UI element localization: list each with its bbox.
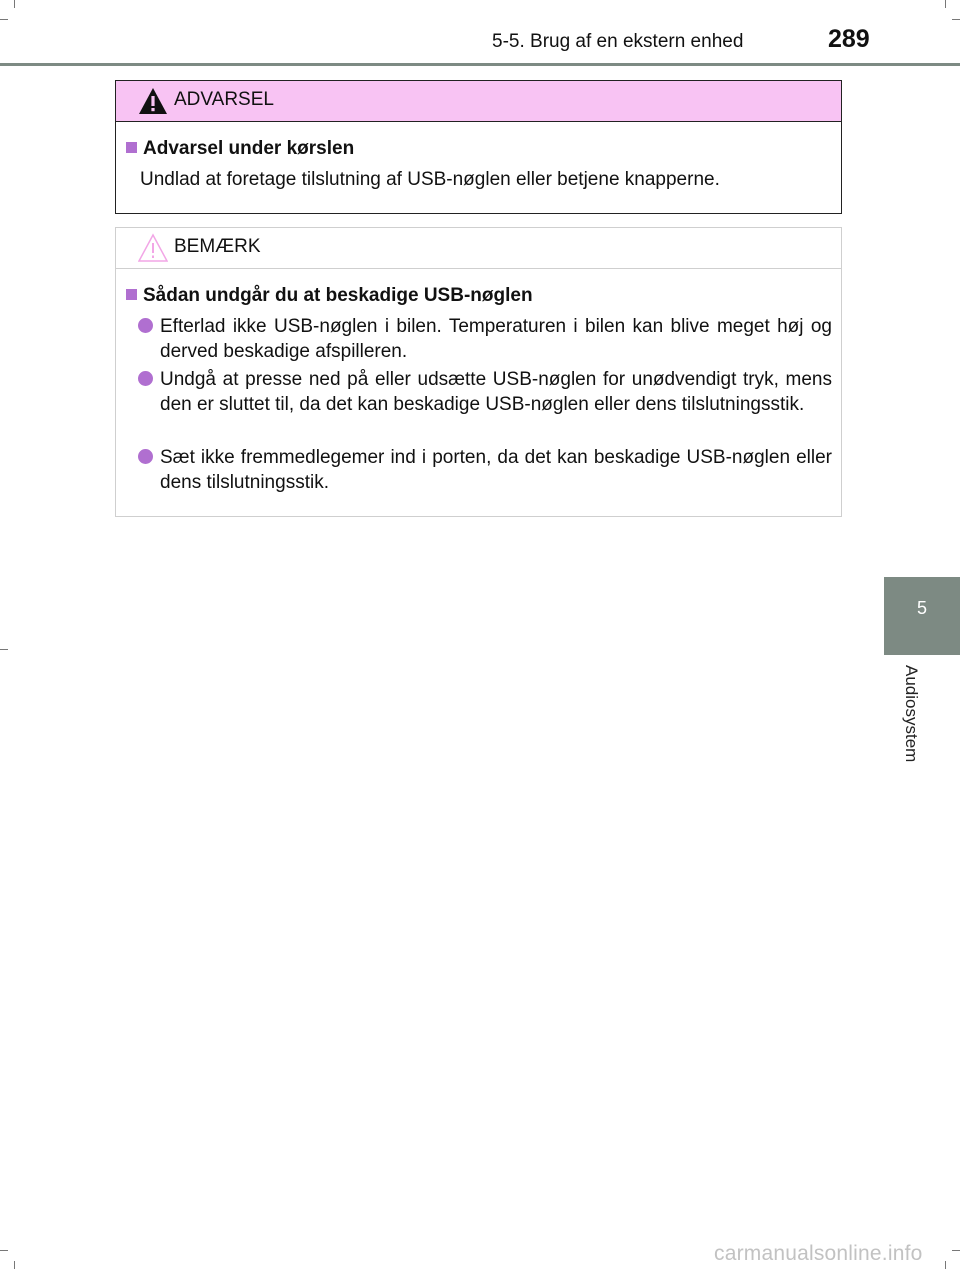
crop-mark (952, 19, 960, 20)
circle-bullet-icon (138, 449, 153, 464)
list-item (138, 445, 832, 495)
square-bullet-icon (126, 289, 137, 300)
crop-mark (952, 1250, 960, 1251)
crop-mark (0, 649, 8, 650)
warning-header (116, 81, 841, 122)
circle-bullet-icon (138, 318, 153, 333)
note-heading (126, 285, 533, 307)
warning-heading (126, 138, 354, 160)
note-box (115, 227, 842, 517)
chapter-number: 5 (916, 598, 927, 618)
warning-heading-text: Advarsel under kørslen (143, 138, 355, 159)
crop-mark (945, 0, 946, 8)
circle-bullet-icon (138, 371, 153, 386)
warning-text: Undlad at foretage tilslutning af USB-nøglen eller betjene knapperne. (140, 169, 720, 190)
list-item-text: Efterlad ikke USB-nøglen i bilen. Temperaturen i bilen kan blive meget høj og derved beskadige afspilleren. (160, 316, 832, 362)
warning-triangle-icon (138, 86, 168, 116)
header-rule (0, 63, 960, 66)
crop-mark (14, 1261, 15, 1269)
page-number: 289 (828, 25, 870, 53)
note-heading-text: Sådan undgår du at beskadige USB-nøglen (143, 285, 533, 306)
crop-mark (0, 1250, 8, 1251)
list-item (138, 367, 832, 417)
list-item-text: Sæt ikke fremmedlegemer ind i porten, da det kan beskadige USB-nøglen eller dens tilslutningsstik. (160, 447, 832, 493)
list-item-text: Undgå at presse ned på eller udsætte USB-nøglen for unødvendigt tryk, mens den er sluttet til, da det kan beskadige USB-nøglen eller dens tilslutningsstik. (160, 369, 832, 415)
warning-box (115, 80, 842, 214)
chapter-tab (884, 577, 960, 655)
crop-mark (14, 0, 15, 8)
section-title: 5-5. Brug af en ekstern enhed (492, 31, 744, 52)
crop-mark (0, 19, 8, 20)
note-header (116, 228, 841, 269)
watermark: carmanualsonline.info (714, 1242, 923, 1265)
square-bullet-icon (126, 142, 137, 153)
chapter-label: Audiosystem (902, 665, 921, 763)
warning-label: ADVARSEL (174, 89, 274, 110)
crop-mark (945, 1261, 946, 1269)
caution-triangle-icon (138, 233, 168, 263)
list-item (138, 314, 832, 364)
note-label: BEMÆRK (174, 236, 261, 257)
